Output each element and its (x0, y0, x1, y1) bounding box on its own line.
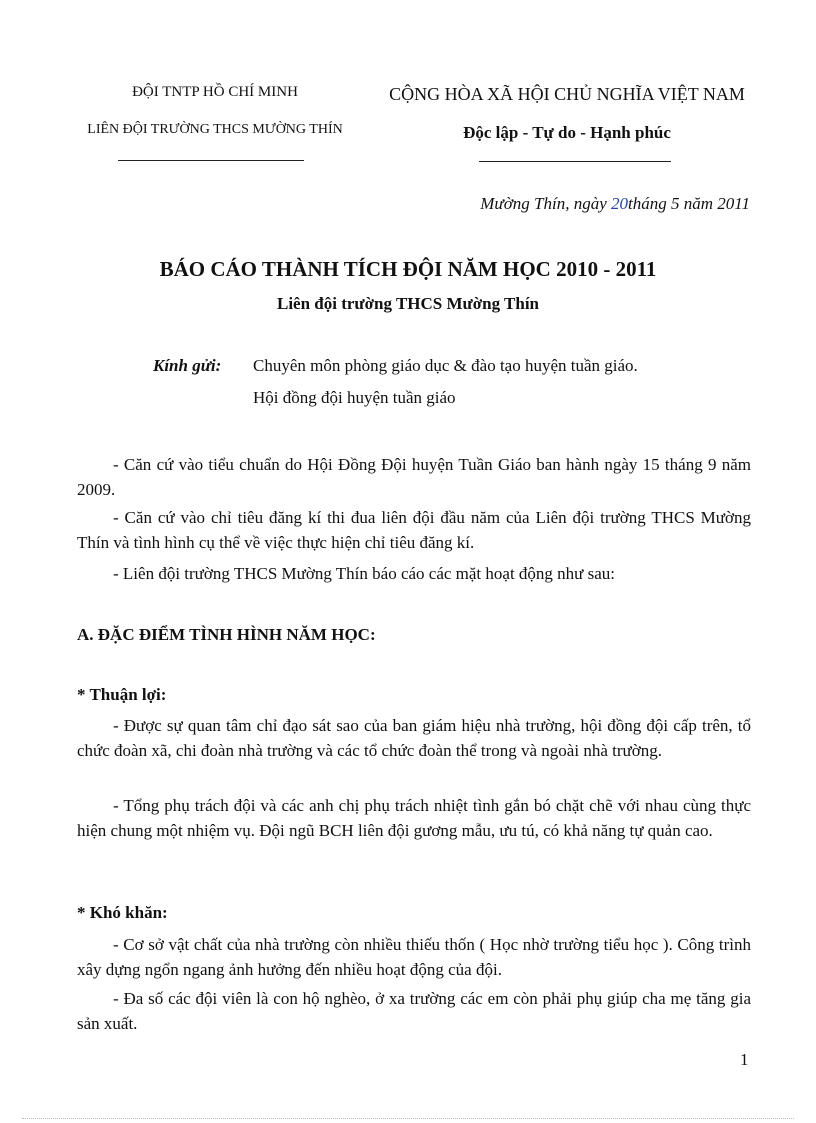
report-subtitle: Liên đội trường THCS Mường Thín (276, 294, 540, 313)
report-title: BÁO CÁO THÀNH TÍCH ĐỘI NĂM HỌC 2010 - 2011 (159, 257, 657, 281)
date-day: 20 (611, 194, 628, 213)
advantages-heading: * Thuận lợi: (77, 685, 167, 704)
left-header-rule (118, 160, 304, 161)
recipients-label: Kính gửi: (153, 356, 222, 375)
difficulty-item-1: - Cơ sở vật chất của nhà trường còn nhiều thiếu thốn ( Học nhờ trường tiểu học ). Công trình xây dựng ngổn ngang ảnh hưởng đến nhiều hoạt động của đội. (77, 935, 751, 979)
recipient-2: Hội đồng đội huyện tuần giáo (253, 388, 456, 407)
section-a-heading: A. ĐẶC ĐIỂM TÌNH HÌNH NĂM HỌC: (77, 625, 376, 644)
advantage-item-1: - Được sự quan tâm chỉ đạo sát sao của ban giám hiệu nhà trường, hội đồng đội cấp trên, tổ chức đoàn xã, chi đoàn nhà trường và các tổ chức đoàn thể trong và ngoài nhà trường. (77, 716, 751, 760)
national-motto: Độc lập - Tự do - Hạnh phúc (463, 123, 671, 142)
intro-paragraph-3: - Liên đội trường THCS Mường Thín báo cáo các mặt hoạt động như sau: (113, 564, 616, 583)
country-title: CỘNG HÒA XÃ HỘI CHỦ NGHĨA VIỆT NAM (389, 84, 745, 104)
date-line (480, 194, 750, 214)
page-number: 1 (740, 1050, 749, 1069)
org-name: ĐỘI TNTP HỒ CHÍ MINH (132, 84, 298, 100)
intro-paragraph-1: - Căn cứ vào tiểu chuẩn do Hội Đồng Đội huyện Tuần Giáo ban hành ngày 15 tháng 9 năm 2009. (77, 455, 751, 499)
org-sub-name: LIÊN ĐỘI TRƯỜNG THCS MƯỜNG THÍN (87, 122, 343, 137)
page-bottom-border (22, 1118, 794, 1119)
intro-paragraph-2: - Căn cứ vào chỉ tiêu đăng kí thi đua liên đội đầu năm của Liên đội trường THCS Mường Thín và tình hình cụ thể về việc thực hiện chỉ tiêu đăng kí. (77, 508, 751, 552)
recipient-1: Chuyên môn phòng giáo dục & đào tạo huyện tuần giáo. (253, 356, 638, 375)
date-suffix: tháng 5 năm 2011 (628, 194, 750, 213)
right-header-rule (479, 161, 671, 162)
difficulties-heading: * Khó khăn: (77, 903, 168, 922)
advantage-item-2: - Tổng phụ trách đội và các anh chị phụ trách nhiệt tình gắn bó chặt chẽ với nhau cùng thực hiện chung một nhiệm vụ. Đội ngũ BCH liên đội gương mẫu, ưu tú, có khả năng tự quản cao. (77, 796, 751, 840)
date-prefix: Mường Thín, ngày (480, 194, 611, 213)
difficulty-item-2: - Đa số các đội viên là con hộ nghèo, ở xa trường các em còn phải phụ giúp cha mẹ tăng gia sản xuất. (77, 989, 751, 1033)
